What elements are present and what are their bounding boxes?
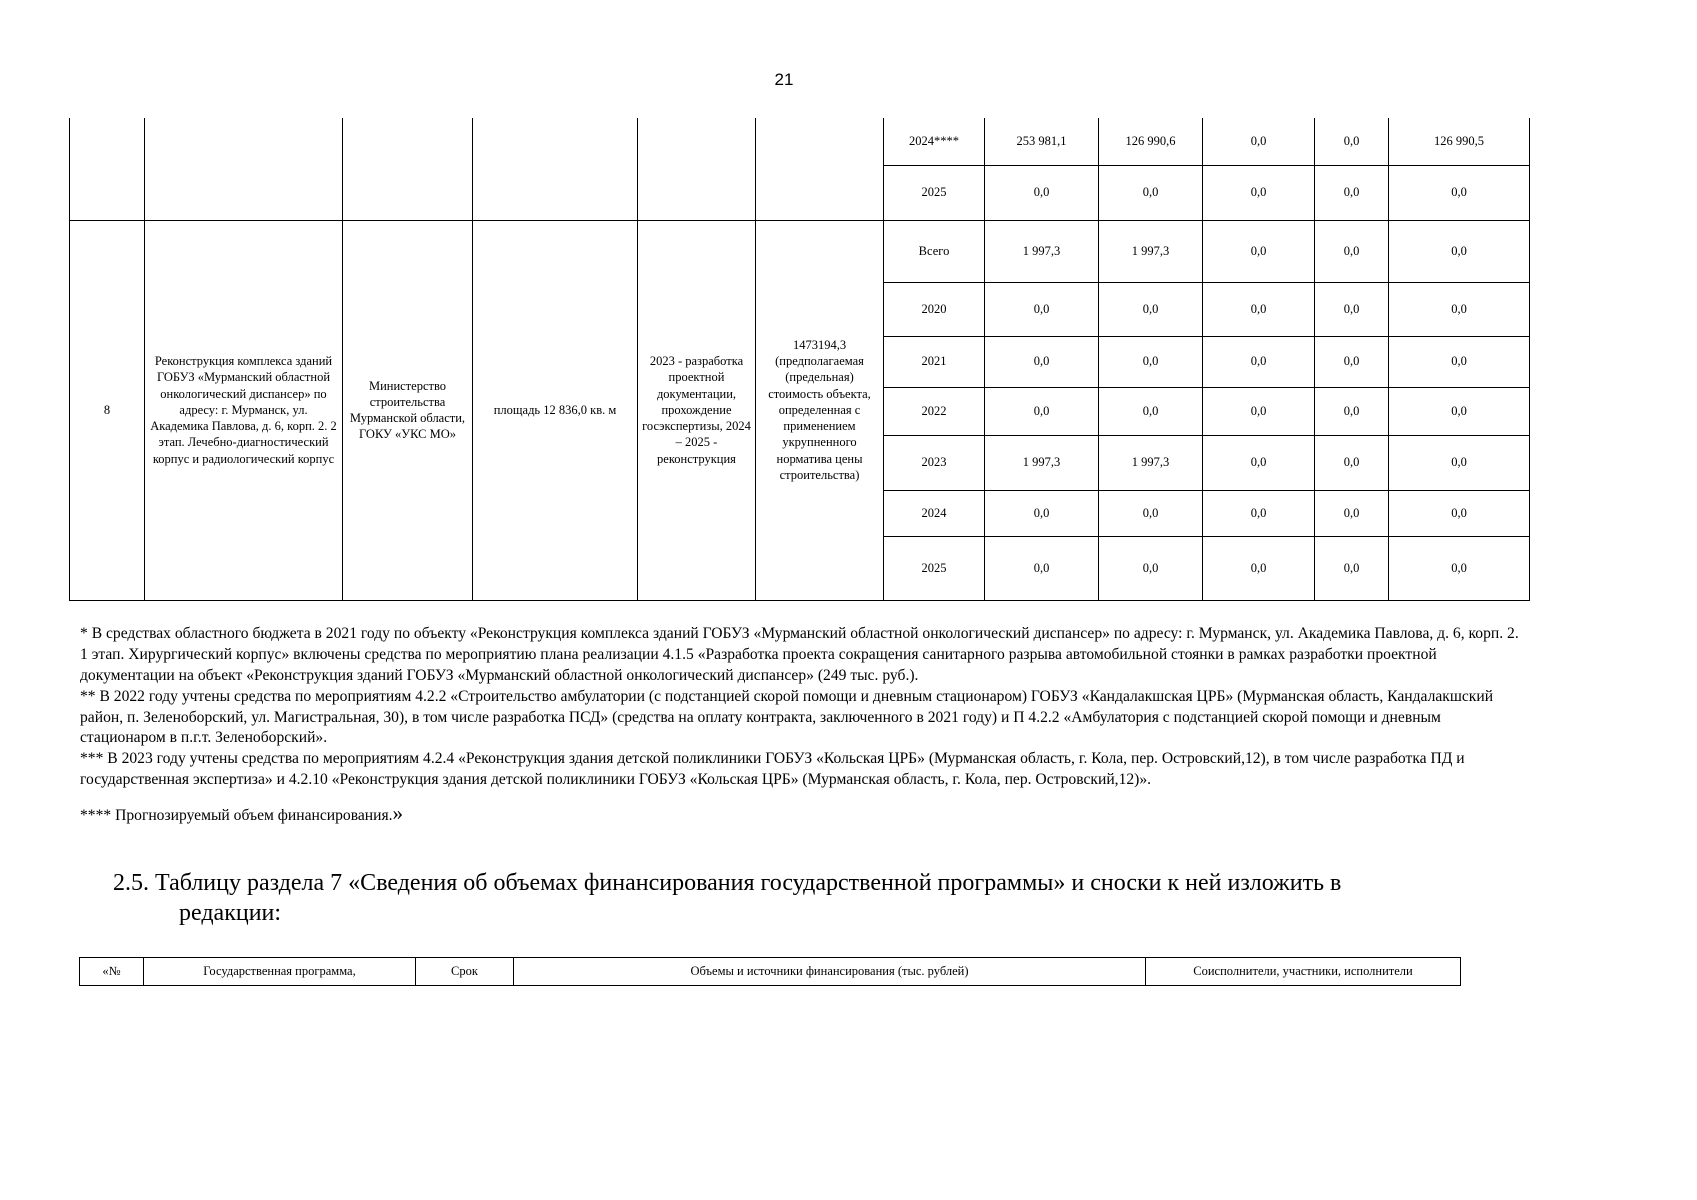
table-row: [70, 220, 1530, 282]
value-cell: 0,0: [985, 490, 1099, 536]
value-cell: 0,0: [1315, 336, 1389, 387]
value-cell: 0,0: [1389, 435, 1530, 490]
value-cell: 0,0: [1203, 165, 1315, 220]
year-cell: 2025: [884, 536, 985, 600]
value-cell: 0,0: [1389, 165, 1530, 220]
value-cell: 1 997,3: [1099, 435, 1203, 490]
header-financing: Объемы и источники финансирования (тыс. рублей): [514, 958, 1146, 986]
value-cell: 0,0: [1203, 435, 1315, 490]
footnote-2: ** В 2022 году учтены средства по мероприятиям 4.2.2 «Строительство амбулатории (с подстанцией скорой помощи и дневным стационаром) ГОБУЗ «Кандалакшская ЦРБ» (Мурманская область, Кандалакшский район, п. Зеленоборский, ул. Магистральная, 30), в том числе разработка ПСД» (средства на оплату контракта, заключенного в 2021 году) и П 4.2.2 «Амбулатория с подстанцией скорой помощи и дневным стационаром в п.г.т. Зеленоборский».: [80, 687, 1494, 747]
year-cell: 2025: [884, 165, 985, 220]
value-cell: 0,0: [1389, 220, 1530, 282]
value-cell: 0,0: [1099, 490, 1203, 536]
year-cell: 2024: [884, 490, 985, 536]
value-cell: 0,0: [985, 387, 1099, 435]
value-cell: 0,0: [1203, 336, 1315, 387]
value-cell: 0,0: [985, 165, 1099, 220]
item-number-cell: 8: [70, 220, 145, 600]
value-cell: 1 997,3: [1099, 220, 1203, 282]
value-cell: 0,0: [1099, 336, 1203, 387]
value-cell: 0,0: [1315, 118, 1389, 165]
table-header-row: [80, 958, 1461, 986]
value-cell: 0,0: [1315, 387, 1389, 435]
value-cell: 0,0: [1315, 536, 1389, 600]
value-cell: 0,0: [1099, 165, 1203, 220]
year-cell: 2023: [884, 435, 985, 490]
value-cell: 126 990,5: [1389, 118, 1530, 165]
empty-cell: [343, 118, 473, 220]
value-cell: 1 997,3: [985, 435, 1099, 490]
header-program: Государственная программа,: [144, 958, 416, 986]
footnote-4-text: **** Прогнозируемый объем финансирования.: [80, 807, 393, 825]
empty-cell: [756, 118, 884, 220]
value-cell: 0,0: [1389, 490, 1530, 536]
value-cell: 0,0: [985, 336, 1099, 387]
value-cell: 0,0: [1315, 220, 1389, 282]
cost-cell: 1473194,3 (предполагаемая (предельная) стоимость объекта, определенная с применением укрупненного норматива цены строительства): [756, 220, 884, 600]
header-participants: Соисполнители, участники, исполнители: [1146, 958, 1461, 986]
period-cell: 2023 - разработка проектной документации, прохождение госэкспертизы, 2024 – 2025 - реконструкция: [638, 220, 756, 600]
value-cell: 0,0: [1315, 490, 1389, 536]
year-cell: Всего: [884, 220, 985, 282]
value-cell: 0,0: [1203, 490, 1315, 536]
value-cell: 0,0: [1203, 536, 1315, 600]
value-cell: 0,0: [1203, 118, 1315, 165]
value-cell: 0,0: [1389, 387, 1530, 435]
empty-cell: [638, 118, 756, 220]
value-cell: 0,0: [1203, 220, 1315, 282]
executor-cell: Министерство строительства Мурманской области, ГОКУ «УКС МО»: [343, 220, 473, 600]
year-cell: 2021: [884, 336, 985, 387]
financing-table: [69, 118, 1530, 601]
header-number: «№: [80, 958, 144, 986]
value-cell: 0,0: [985, 282, 1099, 336]
value-cell: 0,0: [1315, 282, 1389, 336]
footnote-4: [80, 799, 1525, 827]
section-7-header-table: [79, 957, 1461, 986]
value-cell: 0,0: [1203, 387, 1315, 435]
page-number: 21: [774, 70, 794, 89]
value-cell: 1 997,3: [985, 220, 1099, 282]
footnote-1: * В средствах областного бюджета в 2021 году по объекту «Реконструкция комплекса зданий ГОБУЗ «Мурманский областной онкологический диспансер» по адресу: г. Мурманск, ул. Академика Павлова, д. 6, корп. 2. 1 этап. Хирургический корпус» включены средства по мероприятию плана реализации 4.1.5 «Разработка проекта сокращения санитарного разрыва автомобильной стоянки в рамках разработки проектной документации на объект «Реконструкция зданий ГОБУЗ «Мурманский областной онкологический диспансер» (249 тыс. руб.).: [80, 625, 1519, 684]
value-cell: 0,0: [1315, 435, 1389, 490]
value-cell: 0,0: [985, 536, 1099, 600]
empty-cell: [473, 118, 638, 220]
section-heading: [113, 868, 1513, 928]
object-name-cell: Реконструкция комплекса зданий ГОБУЗ «Мурманский областной онкологический диспансер» по адресу: г. Мурманск, ул. Академика Павлова, д. 6, корп. 2. 2 этап. Лечебно-диагностический корпус и радиологический корпус: [145, 220, 343, 600]
value-cell: 0,0: [1389, 336, 1530, 387]
value-cell: 0,0: [1203, 282, 1315, 336]
value-cell: 126 990,6: [1099, 118, 1203, 165]
footnote-3: *** В 2023 году учтены средства по мероприятиям 4.2.4 «Реконструкция здания детской поликлиники ГОБУЗ «Кольская ЦРБ» (Мурманская область, г. Кола, пер. Островский,12), в том числе разработка ПД и государственная экспертиза» и 4.2.10 «Реконструкция здания детской поликлиники ГОБУЗ «Кольская ЦРБ» (Мурманская область, г. Кола, пер. Островский,12)».: [80, 750, 1465, 789]
footnotes: [80, 624, 1525, 827]
value-cell: 253 981,1: [985, 118, 1099, 165]
closing-quote: »: [392, 801, 404, 826]
value-cell: 0,0: [1099, 387, 1203, 435]
empty-cell: [145, 118, 343, 220]
capacity-cell: площадь 12 836,0 кв. м: [473, 220, 638, 600]
value-cell: 0,0: [1315, 165, 1389, 220]
section-heading-line-2: редакции:: [179, 900, 282, 927]
empty-cell: [70, 118, 145, 220]
value-cell: 0,0: [1099, 282, 1203, 336]
year-cell: 2020: [884, 282, 985, 336]
section-heading-line-1: 2.5. Таблицу раздела 7 «Сведения об объемах финансирования государственной программы» и сноски к ней изложить в: [113, 870, 1342, 896]
value-cell: 0,0: [1099, 536, 1203, 600]
year-cell: 2024****: [884, 118, 985, 165]
value-cell: 0,0: [1389, 536, 1530, 600]
table-row: [70, 118, 1530, 165]
year-cell: 2022: [884, 387, 985, 435]
header-term: Срок: [416, 958, 514, 986]
value-cell: 0,0: [1389, 282, 1530, 336]
